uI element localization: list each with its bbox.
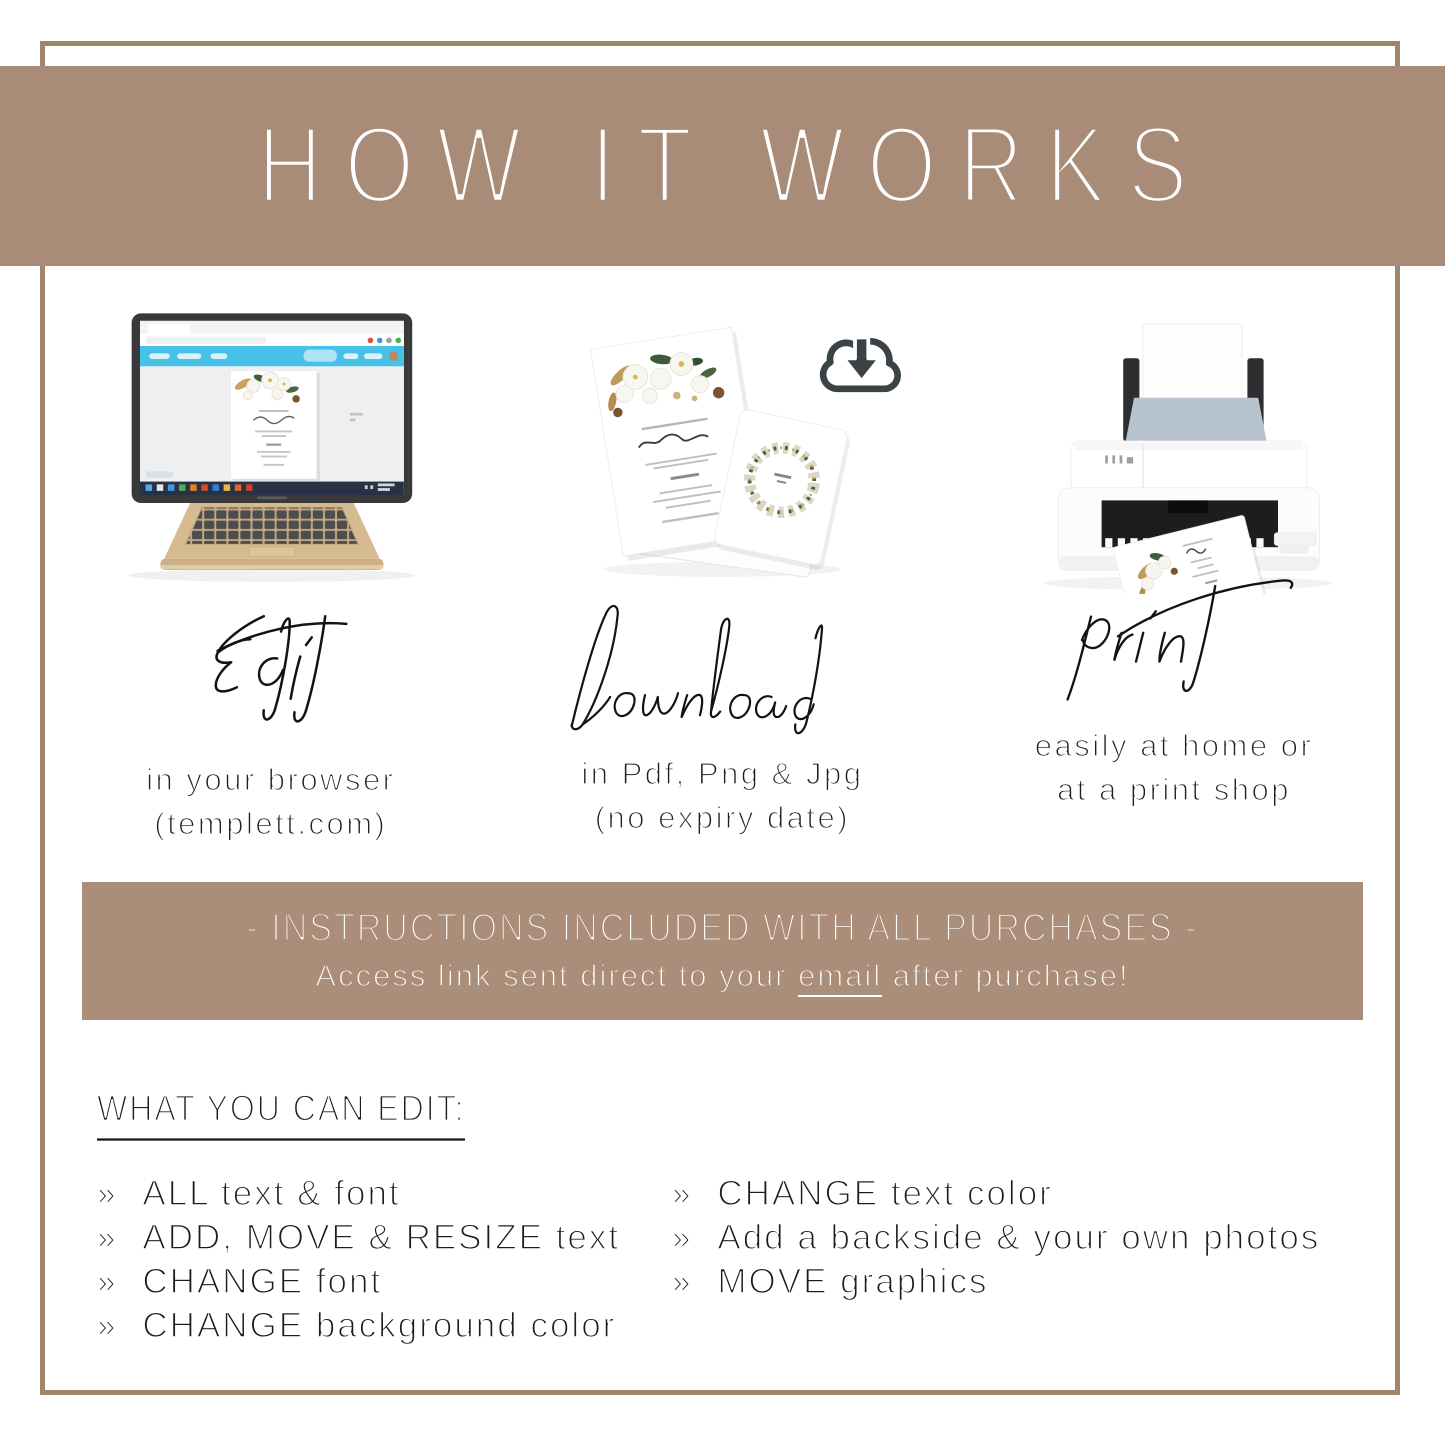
step-download-caption: in Pdf, Png & Jpg (no expiry date)	[581, 756, 864, 836]
edit-feature-list-left	[97, 1176, 620, 1352]
script-word-download	[557, 588, 887, 738]
list-item: » CHANGE text color	[672, 1174, 1053, 1213]
steps-row	[45, 294, 1400, 846]
bullet-icon: »	[97, 1307, 118, 1344]
edit-feature-list-right	[672, 1176, 1320, 1308]
cloud-download-icon	[824, 338, 898, 389]
bullet-icon: »	[97, 1263, 118, 1300]
email-link-text: email	[798, 958, 882, 997]
list-item: » CHANGE font	[97, 1262, 383, 1301]
laptop-illustration	[71, 294, 471, 594]
bullet-icon: »	[672, 1219, 693, 1256]
list-item: » CHANGE background color	[97, 1306, 617, 1345]
header-banner	[0, 66, 1445, 266]
bullet-icon: »	[97, 1219, 118, 1256]
step-print	[948, 294, 1400, 846]
list-item: » MOVE graphics	[672, 1262, 989, 1301]
bullet-icon: »	[672, 1175, 693, 1212]
page-title: HOW IT WORKS	[257, 104, 1210, 227]
instructions-heading: - INSTRUCTIONS INCLUDED WITH ALL PURCHASES -	[246, 905, 1199, 950]
script-word-edit	[183, 594, 358, 744]
step-print-caption: easily at home or at a print shop	[1034, 728, 1314, 808]
what-you-can-edit-heading: WHAT YOU CAN EDIT:	[97, 1088, 465, 1141]
step-edit	[45, 294, 497, 846]
paper-support	[1125, 398, 1267, 445]
step-download	[497, 294, 949, 846]
list-item: » Add a backside & your own photos	[672, 1218, 1321, 1257]
script-word-print	[1055, 560, 1325, 710]
instructions-banner	[82, 882, 1363, 1020]
bullet-icon: »	[672, 1263, 693, 1300]
download-button	[303, 350, 336, 362]
instructions-subtext: Access link sent direct to your email after purchase!	[82, 958, 1363, 994]
step-edit-caption: in your browser (templett.com)	[146, 762, 396, 842]
list-item: » ADD, MOVE & RESIZE text	[97, 1218, 621, 1257]
bullet-icon: »	[97, 1175, 118, 1212]
invitation-download-illustration	[532, 294, 912, 594]
list-item: » ALL text & font	[97, 1174, 401, 1213]
